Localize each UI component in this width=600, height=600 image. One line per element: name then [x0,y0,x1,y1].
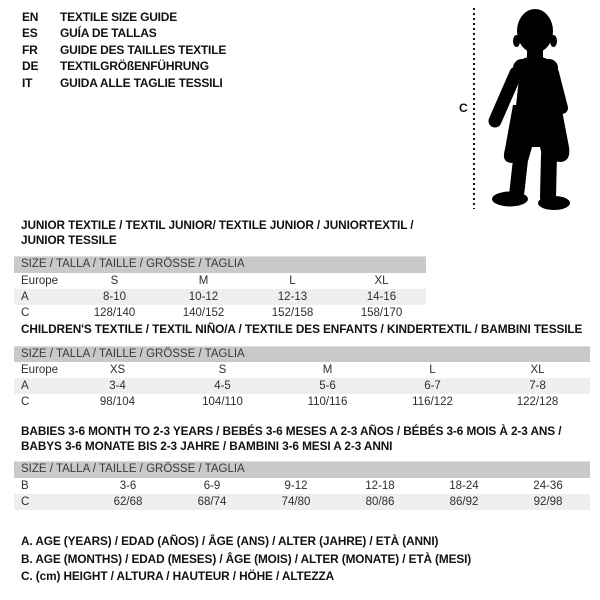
height-measure-label: C [459,101,468,115]
language-code: IT [22,75,33,90]
size-header-row [14,346,590,362]
babies-table-title [14,424,590,453]
cell: 8-10 [102,290,127,303]
cell: 92/98 [533,495,563,508]
row-label: Europe [21,274,59,287]
row-label: B [21,479,29,492]
cell: 152/158 [271,306,314,319]
baby-silhouette-icon [483,5,591,211]
cell: 5-6 [319,380,336,392]
table-row-europe [14,362,590,378]
cell: 9-12 [284,479,308,492]
cell: 6-9 [203,479,221,492]
row-label: C [21,306,30,319]
cell: 10-12 [188,290,219,303]
cell: 12-13 [277,290,308,303]
language-code: DE [22,59,39,74]
table-row-height [14,394,590,410]
footnote-height: C. (cm) HEIGHT / ALTURA / HAUTEUR / HÖHE / ALTEZZA [21,569,335,584]
row-label: Europe [21,364,59,376]
language-title: TEXTILGRÖßENFÜHRUNG [60,59,209,74]
language-row-de [22,58,226,74]
row-label: A [21,380,29,392]
childrens-table-title: CHILDREN'S TEXTILE / TEXTIL NIÑO/A / TEXTILE DES ENFANTS / KINDERTEXTIL / BAMBINI TESSILE [21,322,583,336]
cell: 122/128 [516,396,559,408]
cell: 68/74 [197,495,227,508]
language-title: TEXTILE SIZE GUIDE [60,10,178,24]
childrens-size-table [14,346,590,411]
cell: S [218,364,227,376]
cell: 104/110 [202,396,243,408]
table-row-europe [14,273,426,289]
table-row-height [14,305,426,321]
language-title: GUÍA DE TALLAS [60,26,157,41]
row-label: C [21,495,30,508]
childrens-textile-section [14,322,590,410]
cell: M [322,364,333,376]
language-title: GUIDA ALLE TAGLIE TESSILI [60,75,223,90]
junior-size-table [14,256,426,321]
cell: 12-18 [365,479,395,492]
babies-table-title-line1: BABIES 3-6 MONTH TO 2-3 YEARS / BEBÉS 3-6 MESES A 2-3 AÑOS / BÉBÉS 3-6 MOIS À 2-3 ANS / [21,424,562,438]
footnote-age-years: A. AGE (YEARS) / EDAD (AÑOS) / ÂGE (ANS) / ALTER (JAHRE) / ETÀ (ANNI) [21,534,439,548]
size-header-row [14,257,426,273]
cell: 3-4 [109,380,126,392]
cell: 158/170 [360,306,403,319]
cell: 14-16 [366,290,397,303]
cell: XL [374,274,389,287]
row-label: A [21,290,29,303]
cell: 6-7 [424,380,441,392]
table-row-age [14,378,590,394]
cell: 86/92 [449,495,479,508]
cell: L [429,364,436,376]
row-label: C [21,396,30,408]
cell: 116/122 [412,396,453,408]
table-row-age [14,289,426,305]
language-code: FR [22,42,38,57]
language-title-list [22,9,226,91]
cell: XL [530,364,545,376]
language-code: ES [22,26,38,41]
cell: M [198,274,209,287]
babies-textile-section [14,424,590,510]
language-row-it [22,75,226,91]
junior-table-title: JUNIOR TEXTILE / TEXTIL JUNIOR/ TEXTILE JUNIOR / JUNIORTEXTIL / JUNIOR TESSILE [21,218,414,247]
language-row-en [22,9,226,25]
cell: 110/116 [307,396,348,408]
footnotes [21,533,471,586]
cell: S [110,274,119,287]
cell: XS [109,364,126,376]
cell: 128/140 [93,306,136,319]
cell: 98/104 [99,396,136,408]
language-row-fr [22,42,226,58]
size-header-row [14,462,590,478]
cell: 140/152 [182,306,225,319]
babies-table-title-line2: BABYS 3-6 MONATE BIS 2-3 JAHRE / BAMBINI 3-6 MESI A 2-3 ANNI [21,438,393,453]
size-header-bar: SIZE / TALLA / TAILLE / GRÖSSE / TAGLIA [14,346,590,362]
cell: 62/68 [113,495,143,508]
size-header-bar: SIZE / TALLA / TAILLE / GRÖSSE / TAGLIA [14,257,426,273]
size-header-bar: SIZE / TALLA / TAILLE / GRÖSSE / TAGLIA [14,462,590,478]
footnote-age-months: B. AGE (MONTHS) / EDAD (MESES) / ÂGE (MOIS) / ALTER (MONATE) / ETÀ (MESI) [21,551,472,566]
height-dotted-line [473,8,475,209]
cell: 24-36 [533,479,563,492]
table-row-months [14,478,590,494]
language-row-es [22,25,226,41]
cell: 80/86 [365,495,395,508]
babies-size-table [14,461,590,510]
language-code: EN [22,10,39,24]
junior-textile-section [14,218,426,321]
cell: 18-24 [449,479,479,492]
cell: L [289,274,296,287]
language-title: GUIDE DES TAILLES TEXTILE [60,42,227,57]
baby-height-figure [440,0,600,215]
cell: 7-8 [529,380,546,392]
cell: 3-6 [119,479,137,492]
cell: 74/80 [281,495,311,508]
cell: 4-5 [214,380,231,392]
table-row-height [14,494,590,510]
